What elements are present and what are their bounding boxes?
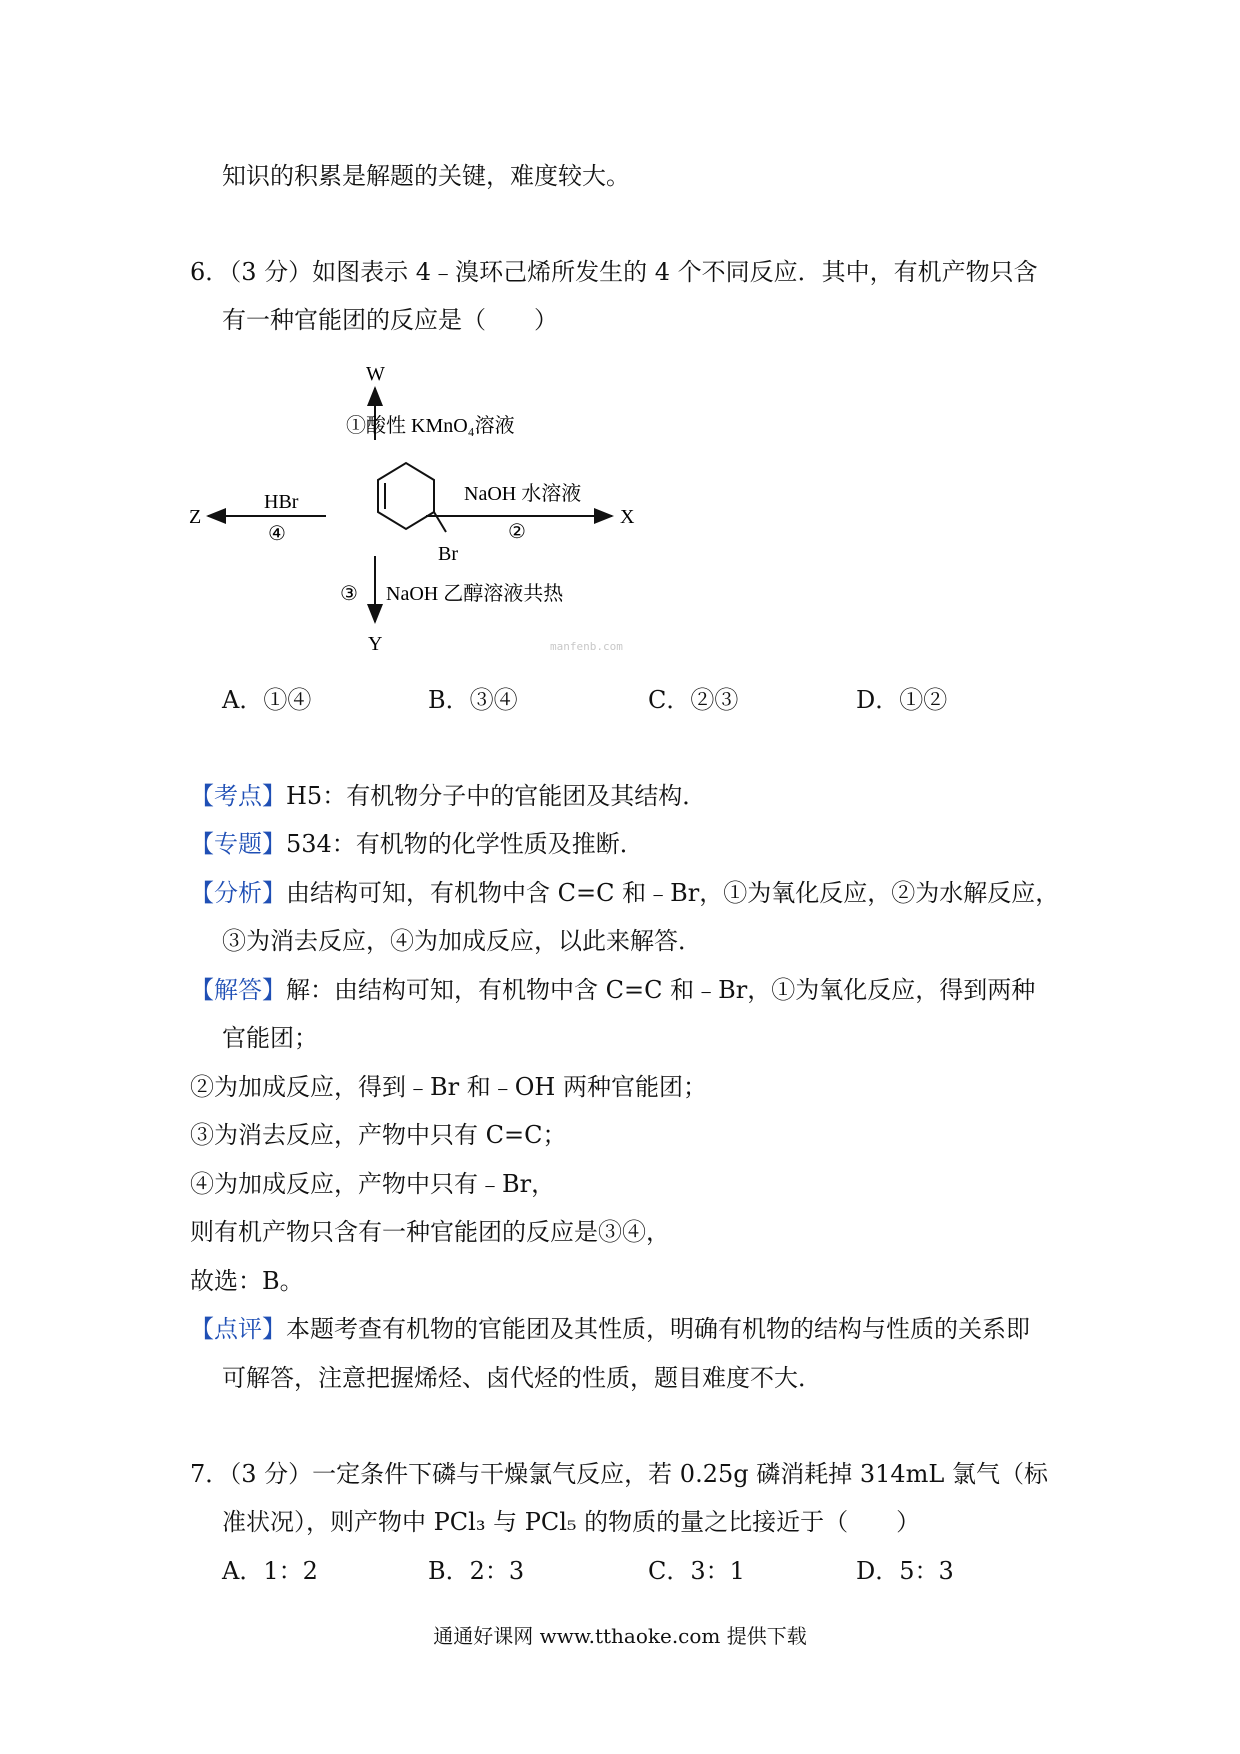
q7-option-c: C．3：1 xyxy=(648,1557,745,1585)
fenxi-tag: 【分析】 xyxy=(190,879,286,907)
dianping-tag: 【点评】 xyxy=(190,1315,286,1343)
q7-option-d: D．5：3 xyxy=(856,1557,954,1585)
cyclohexene-ring xyxy=(378,463,446,532)
dianping-text-2: 可解答，注意把握烯烃、卤代烃的性质，题目难度不大． xyxy=(222,1364,822,1392)
kaodian-tag: 【考点】 xyxy=(190,782,286,810)
jieda-text-7: 故选：B。 xyxy=(190,1267,304,1295)
dianping-text-1: 本题考查有机物的官能团及其性质，明确有机物的结构与性质的关系即 xyxy=(286,1315,1030,1343)
q7-stem-line2: 准状况），则产物中 PCl₃ 与 PCl₅ 的物质的量之比接近于（ ） xyxy=(222,1508,921,1536)
br-label: Br xyxy=(438,543,458,565)
reaction-4: ④ xyxy=(268,523,286,545)
dianping-line xyxy=(190,1313,1030,1345)
product-x: X xyxy=(620,506,635,528)
reagent-1: ①酸性 KMnO₄溶液 xyxy=(346,415,515,437)
q6-stem-line2: 有一种官能团的反应是（ ） xyxy=(222,306,558,334)
q7-stem-line1: 7．（3 分）一定条件下磷与干燥氯气反应，若 0.25g 磷消耗掉 314mL 氯气（标 xyxy=(190,1460,1048,1488)
jieda-text-3: ②为加成反应，得到﹣Br 和﹣OH 两种官能团； xyxy=(190,1073,707,1101)
page-footer: 通通好课网 www.tthaoke.com 提供下载 xyxy=(433,1624,807,1648)
jieda-text-6: 则有机产物只含有一种官能团的反应是③④， xyxy=(190,1218,670,1246)
zhuanti-tag: 【专题】 xyxy=(190,830,286,858)
reagent-naoh-aq: NaOH 水溶液 xyxy=(464,483,582,505)
fenxi-text-2: ③为消去反应，④为加成反应，以此来解答． xyxy=(222,927,702,955)
reaction-diagram xyxy=(180,360,680,670)
reagent-hbr: HBr xyxy=(264,491,299,513)
reaction-3: ③ xyxy=(340,583,358,605)
q6-option-b: B．③④ xyxy=(428,686,518,714)
q6-option-a: A．①④ xyxy=(222,686,312,714)
fenxi-text-1: 由结构可知，有机物中含 C=C 和﹣Br，①为氧化反应，②为水解反应， xyxy=(286,879,1060,907)
zhuanti-text: 534：有机物的化学性质及推断． xyxy=(286,830,644,858)
jieda-line xyxy=(190,974,1035,1006)
kaodian-text: H5：有机物分子中的官能团及其结构． xyxy=(286,782,707,810)
jieda-text-5: ④为加成反应，产物中只有﹣Br， xyxy=(190,1170,556,1198)
reagent-naoh-ethanol: NaOH 乙醇溶液共热 xyxy=(386,583,564,605)
watermark-text: manfenb.com xyxy=(550,640,623,653)
product-z: Z xyxy=(189,506,202,528)
jieda-tag: 【解答】 xyxy=(190,976,286,1004)
reaction-2: ② xyxy=(508,521,526,543)
jieda-text-2: 官能团； xyxy=(222,1024,318,1052)
q6-option-c: C．②③ xyxy=(648,686,739,714)
product-w: W xyxy=(366,363,385,385)
prev-answer-tail: 知识的积累是解题的关键，难度较大。 xyxy=(222,162,630,190)
jieda-text-1: 解：由结构可知，有机物中含 C=C 和﹣Br，①为氧化反应，得到两种 xyxy=(286,976,1036,1004)
zhuanti-line xyxy=(190,828,644,860)
q6-option-d: D．①② xyxy=(856,686,948,714)
q7-option-b: B．2：3 xyxy=(428,1557,525,1585)
kaodian-line xyxy=(190,780,706,812)
q7-option-a: A．1：2 xyxy=(222,1557,318,1585)
jieda-text-4: ③为消去反应，产物中只有 C=C； xyxy=(190,1121,567,1149)
fenxi-line xyxy=(190,877,1059,909)
q6-stem-line1: 6．（3 分）如图表示 4﹣溴环己烯所发生的 4 个不同反应．其中，有机产物只含 xyxy=(190,258,1038,286)
product-y: Y xyxy=(368,633,383,655)
